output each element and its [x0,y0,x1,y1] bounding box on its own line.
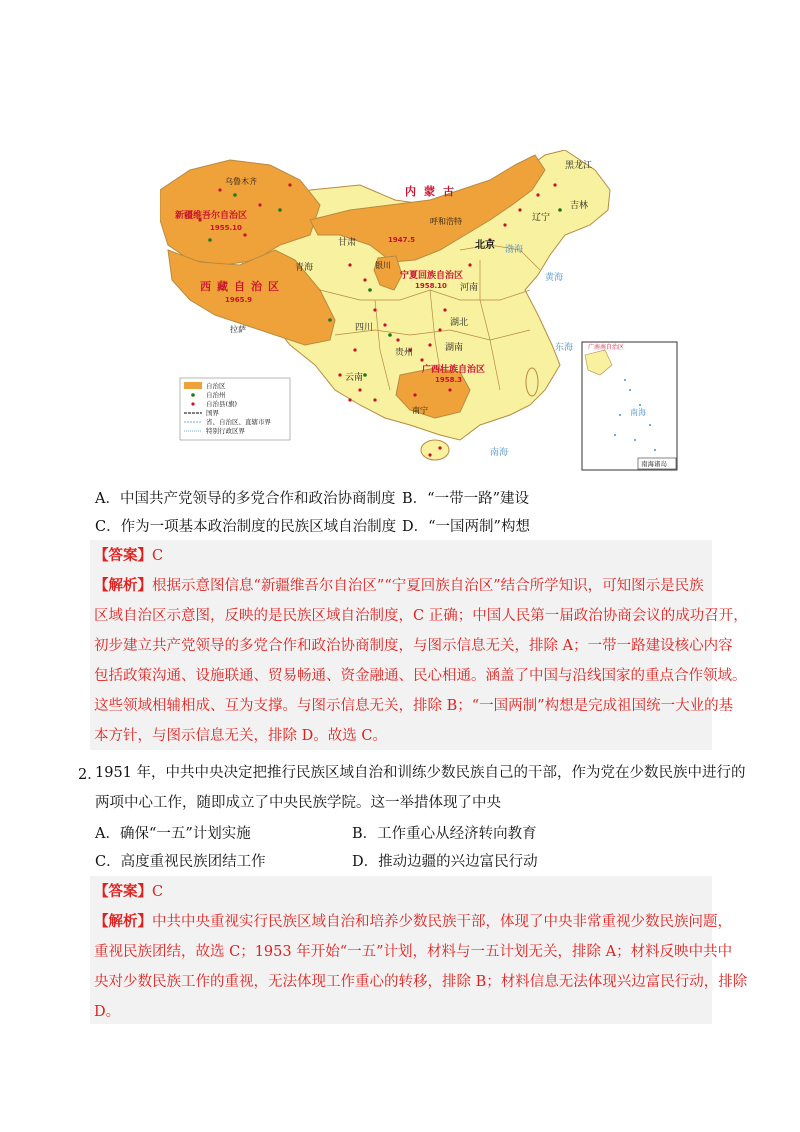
heilongjiang-label: 黑龙江 [565,161,593,171]
beijing-label: 北京 [475,240,495,251]
hohhot-label: 呼和浩特 [430,217,462,226]
ningxia-year: 1958.10 [415,282,447,290]
hainan-island [421,440,449,460]
q2-answer-tag: 【答案】 [94,883,152,900]
guizhou-label: 贵州 [395,348,414,358]
hunan-label: 湖南 [445,343,464,353]
nanning-label: 南宁 [412,406,428,415]
q1-answer-box [90,540,748,750]
inner-mongolia-year: 1947.5 [388,236,416,244]
huanghai-label: 黄海 [545,273,564,283]
legend-sar-border: 特别行政区界 [206,427,245,435]
lhasa-label: 拉萨 [230,325,246,334]
legend-border: 国界 [206,409,219,417]
q1-option-a: A．中国共产党领导的多党合作和政治协商制度 [95,491,396,507]
q1-analysis-tag: 【解析】 [94,577,152,594]
map-legend [180,378,290,440]
q2-stem-line-1: 1951 年，中共中央决定把推行民族区域自治和训练少数民族自己的干部，作为党在少数民族中进行的 [95,765,746,781]
gansu-label: 甘肃 [338,238,357,248]
q2-answer-box [90,876,748,1024]
q2-answer-line [94,880,163,901]
nanhai-label: 南海 [490,448,509,458]
q1-answer-value: C [152,548,164,564]
xinjiang-year: 1955.10 [210,224,242,232]
legend-county: 自治县(旗) [206,400,238,408]
sichuan-label: 四川 [355,323,374,333]
q1-analysis-line-1 [94,574,704,595]
bohai-label: 渤海 [505,245,524,255]
q2-option-b: B．工作重心从经济转向教育 [352,826,537,842]
legend-prefecture: 自治州 [206,391,226,399]
q2-option-a: A．确保“一五”计划实施 [95,826,251,842]
q1-analysis-line-3: 初步建立共产党领导的多党合作和政治协商制度，与图示信息无关，排除 A；一带一路建设核心内容 [94,638,733,654]
qinghai-label: 青海 [295,263,314,273]
yunnan-label: 云南 [345,373,364,383]
q1-answer-line [94,544,163,565]
q1-answer-tag: 【答案】 [94,547,152,564]
xinjiang-label: 新疆维吾尔自治区 [175,211,248,221]
q2-analysis-line-1 [94,910,732,931]
legend-province-border: 省、自治区、直辖市界 [206,418,271,426]
tibet-label: 西藏自治区 [200,280,285,293]
tibet-year: 1965.9 [225,296,253,304]
liaoning-label: 辽宁 [532,213,551,223]
jilin-label: 吉林 [570,201,589,211]
south-china-sea-inset [582,342,677,470]
q1-analysis-line-5: 这些领域相辅相成、互为支撑。与图示信息无关，排除 B；“一国两制”构想是完成祖国统一大业的基 [94,698,734,714]
q1-analysis-text-1: 根据示意图信息“新疆维吾尔自治区”“宁夏回族自治区”结合所学知识，可知图示是民族 [152,578,704,594]
inset-caption: 南海诸岛 [641,460,667,468]
q1-analysis-line-4: 包括政策沟通、设施联通、贸易畅通、资金融通、民心相通。涵盖了中国与沿线国家的重点合作领域。 [94,668,747,684]
map-svg [160,150,680,472]
q2-analysis-tag: 【解析】 [94,913,152,930]
taiwan-island [526,368,538,396]
q2-analysis-line-2: 重视民族团结，故选 C；1953 年开始“一五”计划，材料与一五计划无关，排除 A；材料反映中共中 [94,944,733,960]
inset-nanhai-label: 南海 [630,408,646,417]
q1-option-d: D．“一国两制”构想 [402,519,530,535]
q2-option-d: D．推动边疆的兴边富民行动 [352,854,538,870]
q1-analysis-line-2: 区域自治区示意图，反映的是民族区域自治制度，C 正确；中国人民第一届政治协商会议的成功召开， [94,608,748,624]
guangxi-year: 1958.3 [435,376,463,384]
q2-answer-value: C [152,884,164,900]
q2-option-c: C．高度重视民族团结工作 [95,854,266,870]
q1-option-c: C．作为一项基本政治制度的民族区域自治制度 [95,519,397,535]
guangxi-label: 广西壮族自治区 [422,365,486,375]
q1-option-b: B．“一带一路”建设 [402,491,529,507]
legend-autonomous-region: 自治区 [206,382,226,390]
inner-mongolia-label: 内蒙古 [405,185,462,198]
donghai-label: 东海 [555,343,574,353]
yinchuan-label: 银川 [375,261,391,270]
q2-number: 2． [78,767,102,783]
autonomous-regions-map [160,150,680,472]
hubei-label: 湖北 [450,318,469,328]
ningxia-label: 宁夏回族自治区 [400,271,464,281]
q2-analysis-line-4: D。 [94,1004,121,1020]
henan-label: 河南 [460,283,479,293]
urumqi-label: 乌鲁木齐 [225,177,257,186]
q2-stem-line-2: 两项中心工作，随即成立了中央民族学院。这一举措体现了中央 [95,795,501,811]
inset-title: 广南南自治区 [588,344,625,351]
q2-analysis-text-1: 中共中央重视实行民族区域自治和培养少数民族干部，体现了中央非常重视少数民族问题， [152,914,732,930]
q2-analysis-line-3: 央对少数民族工作的重视，无法体现工作重心的转移，排除 B；材料信息无法体现兴边富民行动，排除 [94,974,748,990]
q1-analysis-line-6: 本方针，与图示信息无关，排除 D。故选 C。 [94,728,387,744]
